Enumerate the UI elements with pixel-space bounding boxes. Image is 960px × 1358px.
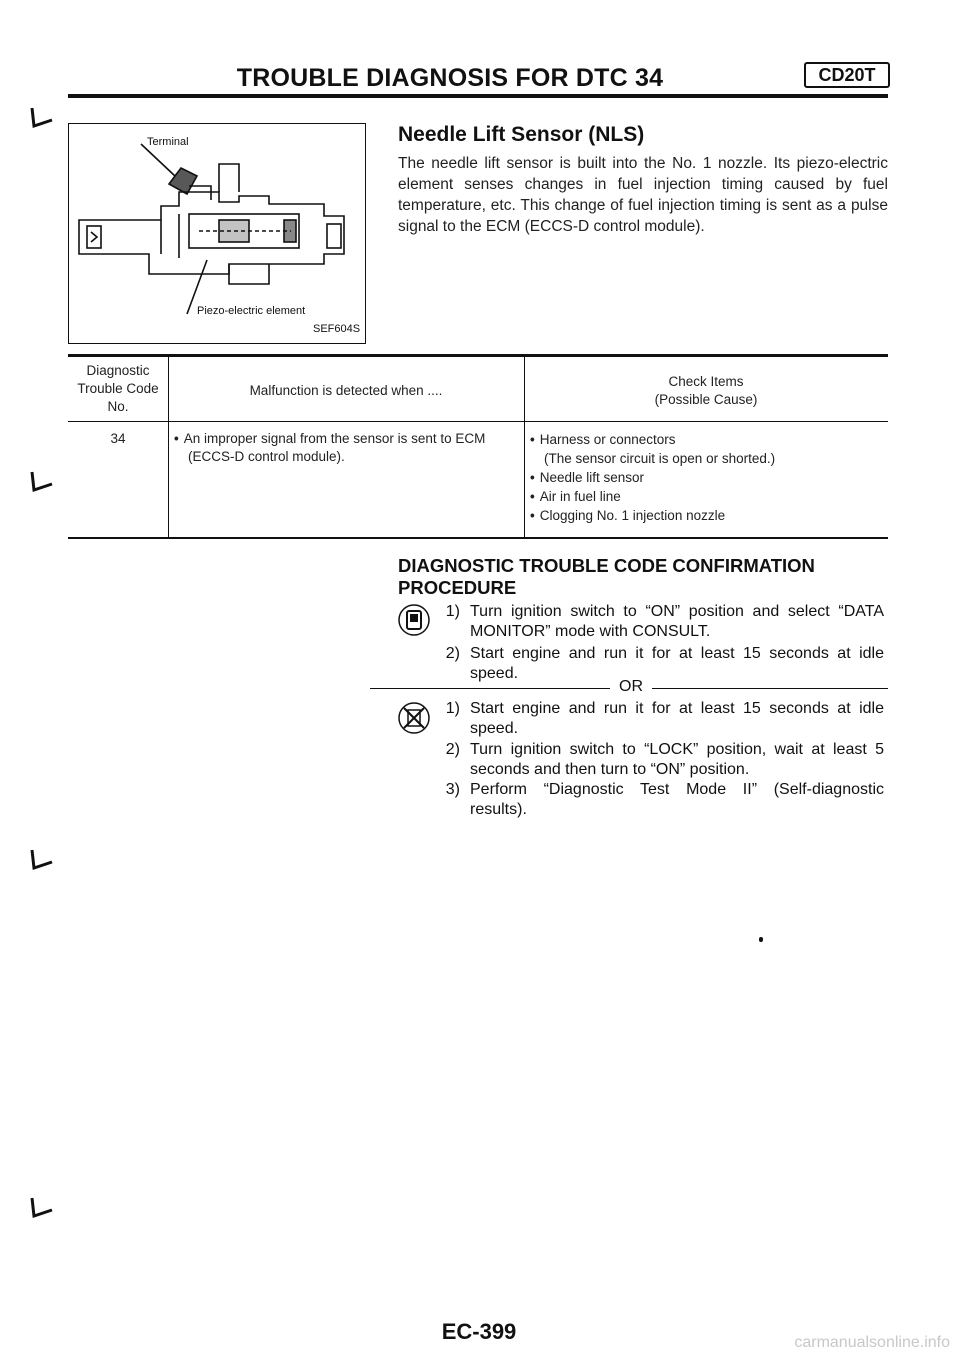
sensor-figure [68, 123, 366, 344]
page-number: EC-399 [441, 1319, 517, 1344]
engine-badge: CD20T [804, 62, 890, 88]
no-tools-icon [396, 700, 432, 736]
header-code: Diagnostic Trouble Code No. [77, 363, 159, 414]
consult-icon [396, 602, 432, 638]
header-check-items: Check Items (Possible Cause) [654, 374, 758, 407]
cell-malfunction: • An improper signal from the sensor is sent to ECM (ECCS-D control module). [174, 430, 524, 466]
list-item: • Harness or connectors [530, 430, 886, 449]
header-rule [68, 94, 888, 98]
page-title: TROUBLE DIAGNOSIS FOR DTC 34 [236, 64, 664, 92]
or-divider: OR [370, 678, 888, 698]
list-item: (The sensor circuit is open or shorted.) [544, 451, 776, 466]
consult-step: 2) Start engine and run it for at least 15 seconds at idle speed. [445, 645, 884, 682]
dtc-table [68, 354, 888, 539]
no-tools-step: 2) Turn ignition switch to “LOCK” position, wait at least 5 seconds and then turn to “ON” position. [445, 741, 884, 778]
figure-label-piezo: Piezo-electric element [197, 305, 306, 317]
figure-label-terminal: Terminal [147, 136, 189, 148]
no-tools-step: 3) Perform “Diagnostic Test Mode II” (Self-diagnostic results). [445, 781, 884, 818]
margin-mark-icon [26, 106, 56, 132]
section-heading: Needle Lift Sensor (NLS) [398, 123, 645, 146]
no-tools-step: 1) Start engine and run it for at least 15 seconds at idle speed. [445, 700, 884, 737]
list-item: • Clogging No. 1 injection nozzle [530, 506, 886, 525]
header-malfunction: Malfunction is detected when .... [249, 383, 443, 398]
list-item: • Needle lift sensor [530, 468, 886, 487]
stray-dot [759, 937, 763, 942]
section-paragraph: The needle lift sensor is built into the No. 1 nozzle. Its piezo-electric element senses changes in fuel injection timing caused by fuel temperature, etc. This change of fuel injection timing is sent as a pulse signal to the ECM (ECCS-D control module). [398, 155, 888, 235]
margin-mark-icon [26, 1196, 56, 1222]
margin-mark-icon [26, 848, 56, 874]
consult-step: 1) Turn ignition switch to “ON” position and select “DATA MONITOR” mode with CONSULT. [445, 603, 884, 640]
cell-check-items [530, 430, 886, 525]
list-item: • Air in fuel line [530, 487, 886, 506]
watermark: carmanualsonline.info [794, 1334, 950, 1351]
margin-mark-icon [26, 470, 56, 496]
cell-code: 34 [110, 431, 126, 446]
procedure-heading: DIAGNOSTIC TROUBLE CODE CONFIRMATION PROCEDURE [398, 555, 815, 598]
figure-code: SEF604S [313, 323, 361, 335]
